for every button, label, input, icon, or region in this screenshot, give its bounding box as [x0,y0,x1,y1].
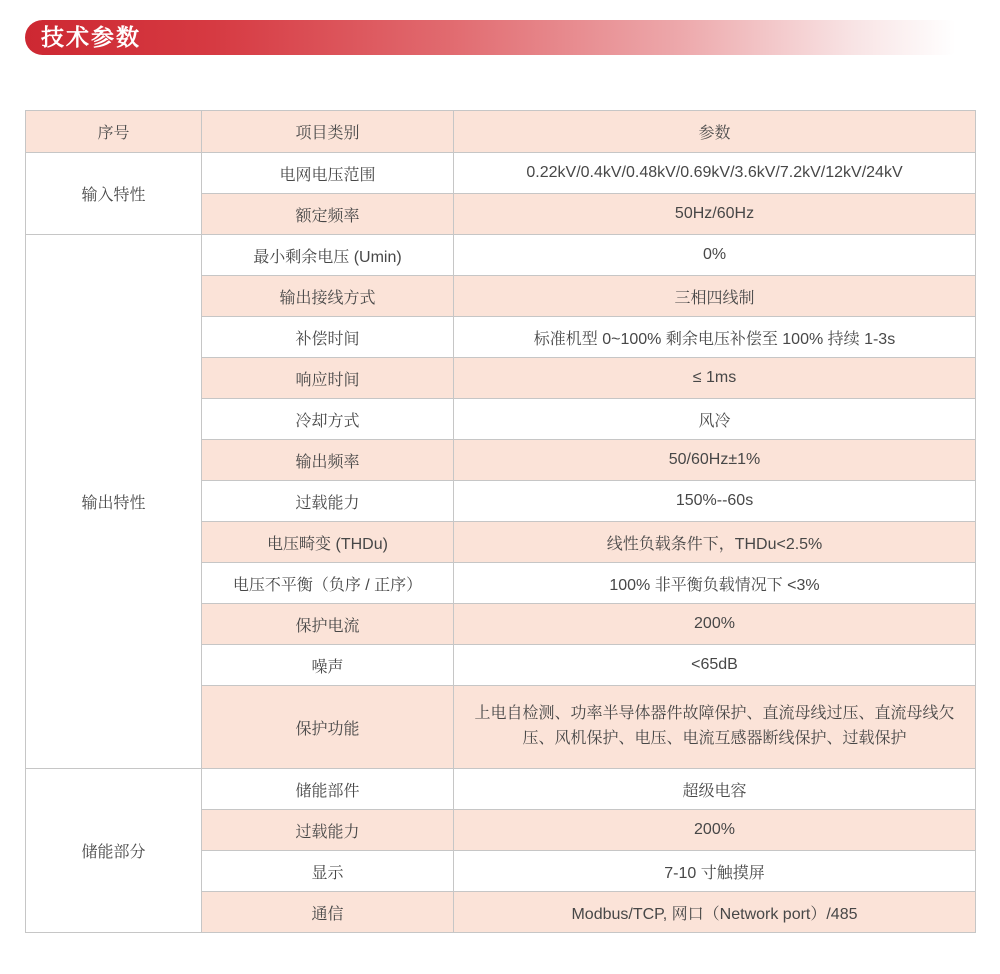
column-header-category: 项目类别 [202,111,454,153]
param-label-cell: 储能部件 [202,769,454,810]
section-cell-input: 输入特性 [26,153,202,235]
param-value-cell: 标准机型 0~100% 剩余电压补偿至 100% 持续 1-3s [454,317,976,358]
param-label-cell: 电压畸变 (THDu) [202,522,454,563]
section-cell-storage: 储能部分 [26,769,202,933]
param-label-cell: 过载能力 [202,810,454,851]
param-value-cell: 风冷 [454,399,976,440]
param-label-cell: 噪声 [202,645,454,686]
param-value-cell: 三相四线制 [454,276,976,317]
spec-table [25,110,976,933]
param-value-cell: 0% [454,235,976,276]
param-label-cell: 补偿时间 [202,317,454,358]
param-label-cell: 保护功能 [202,686,454,769]
param-value-cell: 0.22kV/0.4kV/0.48kV/0.69kV/3.6kV/7.2kV/12kV/24kV [454,153,976,194]
section-banner [25,20,965,55]
param-value-cell: 50/60Hz±1% [454,440,976,481]
param-value-cell: 上电自检测、功率半导体器件故障保护、直流母线过压、直流母线欠压、风机保护、电压、电流互感器断线保护、过载保护 [454,686,976,769]
param-value-cell: 线性负载条件下，THDu<2.5% [454,522,976,563]
param-value-cell: 150%--60s [454,481,976,522]
param-value-cell: <65dB [454,645,976,686]
column-header-parameter: 参数 [454,111,976,153]
param-value-cell: 200% [454,810,976,851]
param-label-cell: 保护电流 [202,604,454,645]
param-label-cell: 通信 [202,892,454,933]
param-label-cell: 输出接线方式 [202,276,454,317]
param-value-cell: 100% 非平衡负载情况下 <3% [454,563,976,604]
section-cell-output: 输出特性 [26,235,202,769]
param-label-cell: 额定频率 [202,194,454,235]
param-label-cell: 响应时间 [202,358,454,399]
table-row [26,769,976,810]
param-value-cell: Modbus/TCP, 网口（Network port）/485 [454,892,976,933]
table-header-row [26,111,976,153]
page-title: 技术参数 [41,24,141,50]
param-value-cell: 7-10 寸触摸屏 [454,851,976,892]
table-row [26,153,976,194]
param-value-cell: 超级电容 [454,769,976,810]
param-label-cell: 输出频率 [202,440,454,481]
param-label-cell: 最小剩余电压 (Umin) [202,235,454,276]
param-label-cell: 冷却方式 [202,399,454,440]
table-row [26,235,976,276]
param-value-cell: 200% [454,604,976,645]
param-label-cell: 过载能力 [202,481,454,522]
param-value-cell: ≤ 1ms [454,358,976,399]
param-label-cell: 电网电压范围 [202,153,454,194]
param-label-cell: 显示 [202,851,454,892]
param-value-cell: 50Hz/60Hz [454,194,976,235]
column-header-index: 序号 [26,111,202,153]
param-label-cell: 电压不平衡（负序 / 正序） [202,563,454,604]
